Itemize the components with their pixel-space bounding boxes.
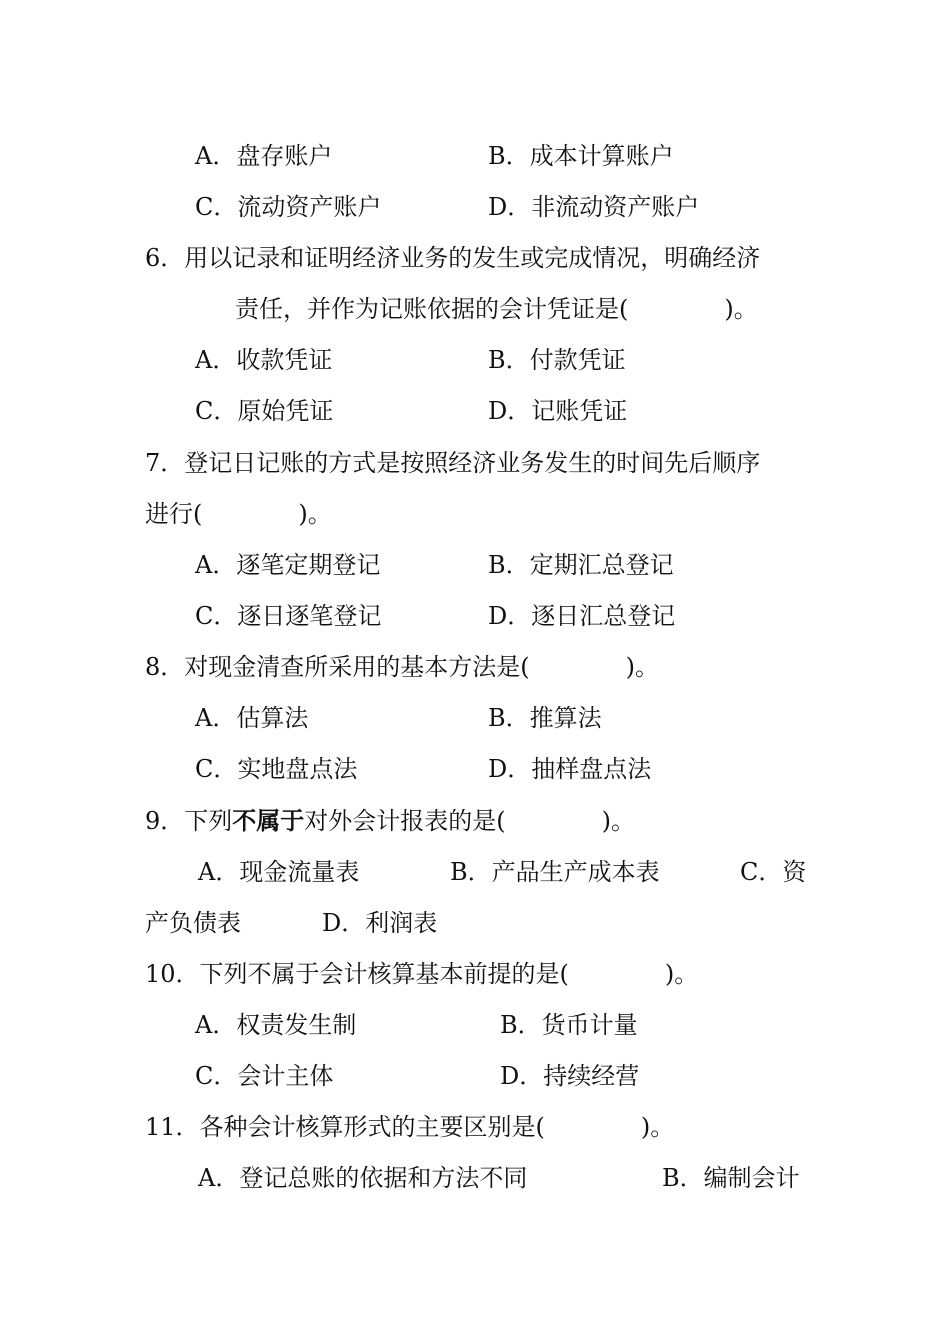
q7-option-c: C．逐日逐笔登记 <box>195 602 382 630</box>
q10-option-b: B．货币计量 <box>500 1011 638 1039</box>
q7-option-d: D．逐日汇总登记 <box>488 602 676 630</box>
q10-option-c: C．会计主体 <box>195 1062 334 1090</box>
q9-option-a: A．现金流量表 <box>198 858 360 886</box>
q6-option-a: A．收款凭证 <box>195 346 333 374</box>
q8-option-d: D．抽样盘点法 <box>488 755 652 783</box>
q10-option-d: D．持续经营 <box>500 1062 640 1090</box>
q8-option-b: B．推算法 <box>488 704 602 732</box>
q11-option-a: A．登记总账的依据和方法不同 <box>198 1164 528 1192</box>
q11-stem: 11．各种会计核算形式的主要区别是( )。 <box>145 1113 675 1141</box>
q6-option-d: D．记账凭证 <box>488 397 628 425</box>
q5-option-c: C．流动资产账户 <box>195 193 382 221</box>
q10-option-a: A．权责发生制 <box>195 1011 357 1039</box>
q8-option-c: C．实地盘点法 <box>195 755 358 783</box>
q5-option-b: B．成本计算账户 <box>488 142 674 170</box>
q6-stem-line2: 责任，并作为记账依据的会计凭证是( )。 <box>235 295 758 323</box>
q9-option-c-part1: C．资 <box>740 858 807 886</box>
q7-stem-line1: 7．登记日记账的方式是按照经济业务发生的时间先后顺序 <box>145 449 761 477</box>
q9-stem-emphasis: 不属于 <box>232 806 305 835</box>
q7-stem-line2: 进行( )。 <box>145 500 332 528</box>
q9-option-d: D．利润表 <box>322 909 438 937</box>
q5-option-a: A．盘存账户 <box>195 142 333 170</box>
q10-stem: 10．下列不属于会计核算基本前提的是( )。 <box>145 960 699 988</box>
q9-stem <box>145 806 635 836</box>
q8-option-a: A．估算法 <box>195 704 309 732</box>
q6-stem-line1: 6．用以记录和证明经济业务的发生或完成情况，明确经济 <box>145 244 761 272</box>
q7-option-a: A．逐笔定期登记 <box>195 551 381 579</box>
q9-option-b: B．产品生产成本表 <box>450 858 660 886</box>
q9-stem-suffix: 对外会计报表的是( )。 <box>304 807 636 835</box>
q5-option-d: D．非流动资产账户 <box>488 193 700 221</box>
q6-option-b: B．付款凭证 <box>488 346 626 374</box>
q11-option-b: B．编制会计 <box>662 1164 800 1192</box>
q9-stem-prefix: 9．下列 <box>145 807 233 835</box>
q7-option-b: B．定期汇总登记 <box>488 551 674 579</box>
q8-stem: 8．对现金清查所采用的基本方法是( )。 <box>145 653 659 681</box>
q9-option-c-part2: 产负债表 <box>145 909 241 937</box>
q6-option-c: C．原始凭证 <box>195 397 334 425</box>
